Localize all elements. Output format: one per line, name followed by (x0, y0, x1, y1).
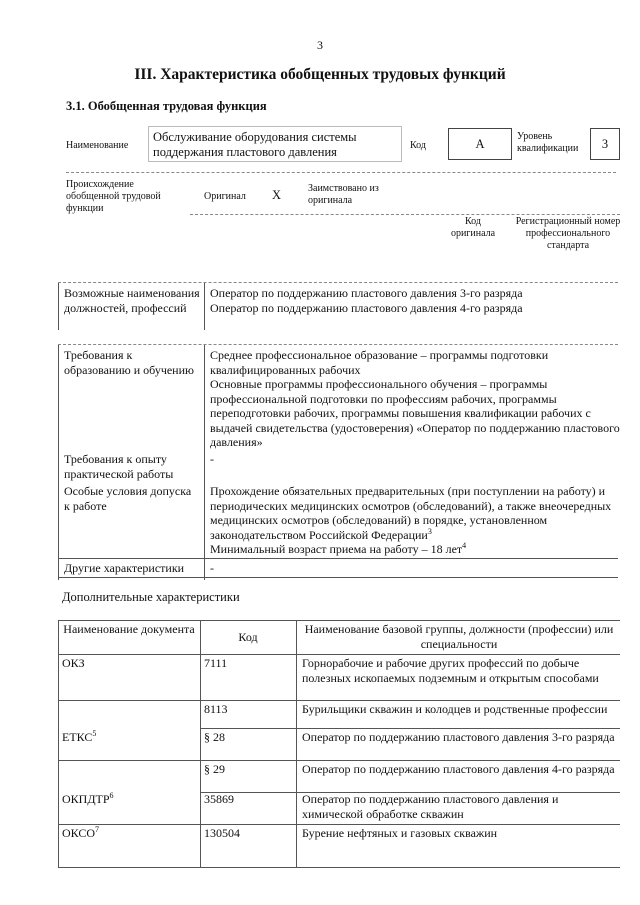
name-field (148, 126, 402, 162)
row-label: Требования к опыту практической работы (64, 452, 174, 481)
name-label: Наименование (66, 140, 129, 151)
table-cell-code: § 28 (204, 730, 225, 744)
table-cell-doc: ОКСО$^7$ (62, 825, 100, 840)
level-value: 3 (601, 137, 609, 151)
table-cell-code: 7111 (204, 656, 228, 670)
additional-title: Дополнительные характеристики (62, 590, 240, 604)
level-field (590, 128, 620, 160)
table-cell-doc: ЕТКС$^5$ (62, 729, 97, 744)
row-value: - (210, 561, 214, 575)
position-line: Оператор по поддержанию пластового давления 3-го разряда (210, 286, 523, 300)
code-original-label: Код оригинала (450, 216, 496, 239)
original-label: Оригинал (204, 191, 246, 202)
education-line: Среднее профессиональное образование – программы подготовки квалифицированных рабочих (210, 348, 549, 377)
code-value: A (475, 137, 485, 151)
original-mark: X (272, 188, 282, 202)
row-label: Требования к образованию и обучению (64, 348, 194, 377)
table-cell-name: Оператор по поддержанию пластового давления и химической обработке скважин (302, 792, 559, 821)
row-value: - (210, 452, 214, 466)
code-field (448, 128, 512, 160)
table-cell-name: Горнорабочие и рабочие других профессий по добыче полезных ископаемых подземным и открытым способами (302, 656, 599, 685)
subsection-title: 3.1. Обобщенная трудовая функция (66, 99, 267, 113)
code-label: Код (410, 140, 426, 151)
table-cell-code: 35869 (204, 792, 234, 806)
table-cell-name: Бурение нефтяных и газовых скважин (302, 826, 498, 840)
table-cell-name: Бурильщики скважин и колодцев и родственные профессии (302, 702, 608, 716)
row-label: Другие характеристики (64, 561, 185, 575)
origin-label: Происхождение обобщенной трудовой функции (66, 179, 161, 214)
row-value (210, 286, 620, 315)
table-header-code: Код (238, 630, 258, 644)
row-label: Особые условия допуска к работе (64, 484, 192, 513)
row-value (210, 348, 620, 450)
section-title: III. Характеристика обобщенных трудовых функций (134, 66, 506, 83)
table-cell-name: Оператор по поддержанию пластового давления 3-го разряда (302, 730, 615, 744)
borrowed-label: Заимствовано из оригинала (308, 183, 379, 206)
table-cell-code: § 29 (204, 762, 225, 776)
position-line: Оператор по поддержанию пластового давления 4-го разряда (210, 300, 523, 315)
table-header-name: Наименование базовой группы, должности (профессии) или специальности (304, 622, 614, 651)
table-cell-name: Оператор по поддержанию пластового давления 4-го разряда (302, 762, 615, 776)
name-value: Обслуживание оборудования системы поддержания пластового давления (153, 130, 357, 159)
row-value (210, 484, 620, 557)
table-cell-code: 130504 (204, 826, 240, 840)
additional-table (58, 620, 620, 868)
table-cell-doc: ОКЗ (62, 656, 85, 670)
row-label: Возможные наименования должностей, профессий (64, 286, 200, 315)
table-cell-code: 8113 (204, 702, 228, 716)
level-label: Уровень квалификации (517, 131, 579, 154)
admission-line: Минимальный возраст приема на работу – 18 лет$^4$ (210, 541, 467, 556)
education-line: Основные программы профессионального обучения – программы профессиональной подготовки по профессиям рабочих, программы переподготовки рабочих, программы повышения квалификации рабочих с выдачей свидетельства (удостоверения) «Оператор по поддержанию пластового давления» (210, 377, 620, 449)
reg-number-label: Регистрационный номер профессионального стандарта (515, 216, 621, 251)
table-header-doc: Наименование документа (63, 622, 195, 636)
table-cell-doc: ОКПДТР$^6$ (62, 791, 114, 806)
admission-line: Прохождение обязательных предварительных (при поступлении на работу) и периодических медицинских осмотров (обследований), а также внеочередных медицинских осмотров (обследований) в порядке, установленном законодательством Российской Федерации$^3$ (210, 484, 612, 542)
page-number: 3 (317, 38, 323, 52)
